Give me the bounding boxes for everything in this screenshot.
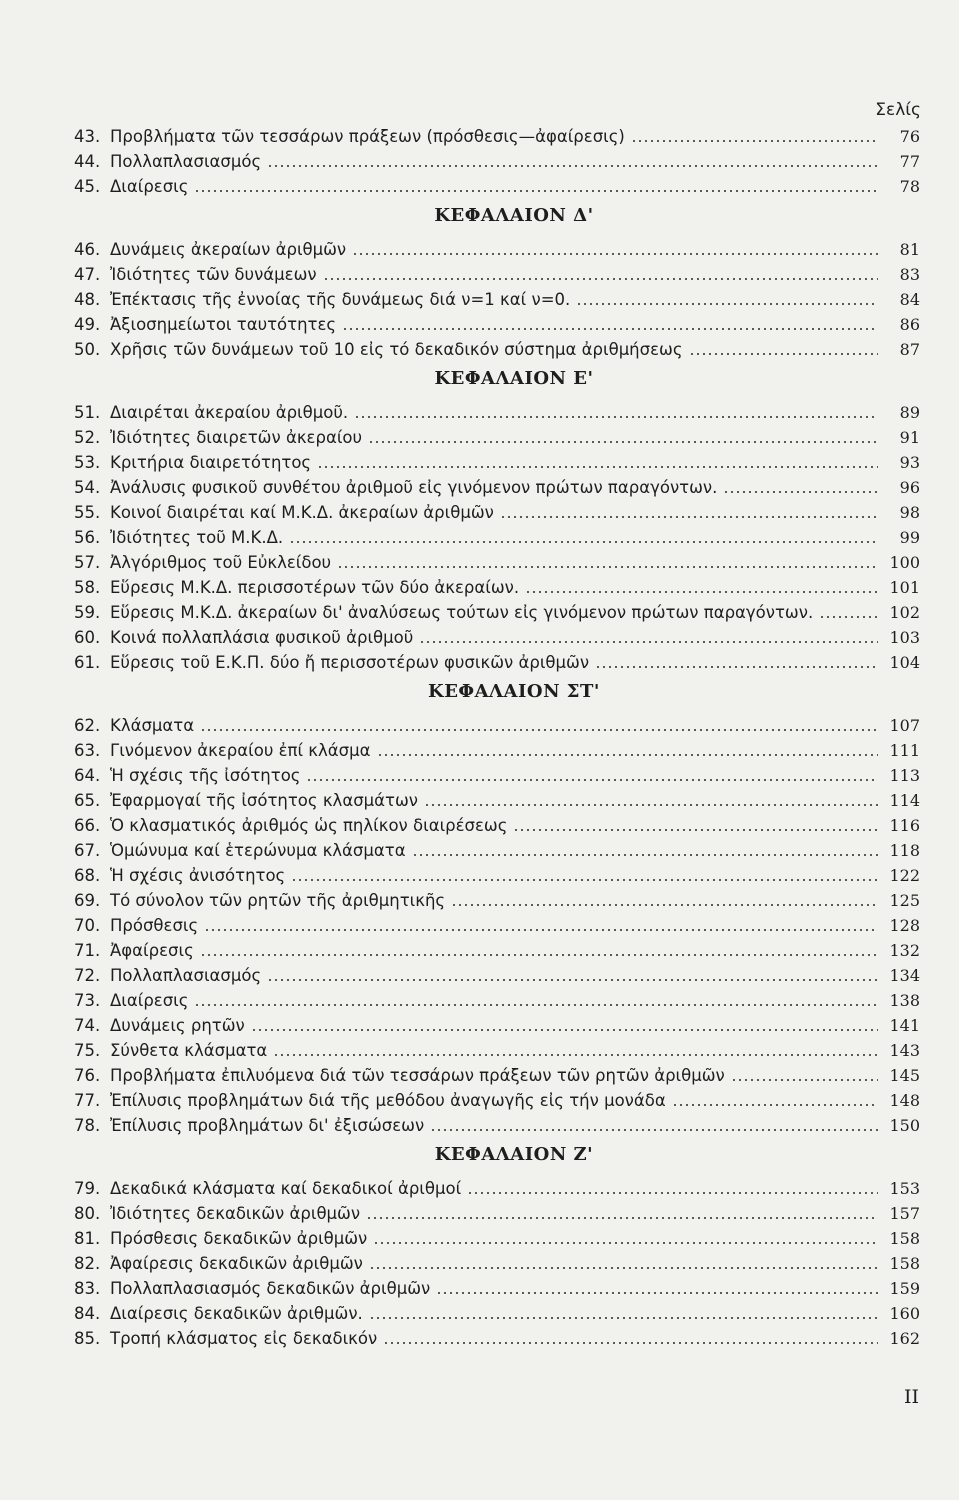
- entry-title: Ἐφαρμογαί τῆς ἰσότητος κλασμάτων: [110, 791, 418, 810]
- dot-leader: [204, 929, 878, 931]
- entry-page-number: 128: [889, 916, 920, 935]
- entry-page-number: 96: [899, 478, 920, 497]
- entry-title: Προβλήματα ἐπιλυόμενα διά τῶν τεσσάρων πράξεων τῶν ρητῶν ἀριθμῶν: [110, 1066, 725, 1085]
- dot-leader: [383, 1342, 878, 1344]
- dot-leader: [631, 140, 878, 142]
- entry-title: Γινόμενον ἀκεραίου ἐπί κλάσμα: [110, 741, 371, 760]
- entry-title: Ὁ κλασματικός ἀριθμός ὡς πηλίκον διαιρέσεως: [110, 816, 508, 835]
- entry-title: Ἰδιότητες τοῦ Μ.Κ.Δ.: [110, 528, 284, 547]
- entry-number: 80.: [74, 1204, 101, 1223]
- entry-number: 68.: [74, 866, 101, 885]
- toc-entry: [74, 1299, 920, 1324]
- dot-leader: [525, 591, 878, 593]
- dot-leader: [377, 754, 879, 756]
- entry-page-number: 141: [889, 1016, 920, 1035]
- toc-entry: [74, 423, 920, 448]
- toc-entry: [74, 285, 920, 310]
- entry-number: 67.: [74, 841, 101, 860]
- entry-number: 71.: [74, 941, 101, 960]
- entry-number: 63.: [74, 741, 101, 760]
- dot-leader: [337, 566, 878, 568]
- entry-number: 77.: [74, 1091, 101, 1110]
- entry-page-number: 84: [899, 290, 920, 309]
- dot-leader: [430, 1129, 878, 1131]
- toc-entry: [74, 1324, 920, 1349]
- entry-page-number: 118: [889, 841, 920, 860]
- toc-entry: [74, 786, 920, 811]
- entry-title: Διαίρεσις: [110, 177, 189, 196]
- entry-page-number: 138: [889, 991, 920, 1010]
- entry-number: 78.: [74, 1116, 101, 1135]
- dot-leader: [354, 416, 878, 418]
- entry-page-number: 86: [899, 315, 920, 334]
- entry-title: Τό σύνολον τῶν ρητῶν τῆς ἀριθμητικῆς: [110, 891, 446, 910]
- entry-number: 57.: [74, 553, 101, 572]
- entry-number: 72.: [74, 966, 101, 985]
- entry-page-number: 91: [899, 428, 920, 447]
- entry-number: 69.: [74, 891, 101, 910]
- dot-leader: [672, 1104, 878, 1106]
- entry-number: 52.: [74, 428, 101, 447]
- entry-page-number: 153: [889, 1179, 920, 1198]
- entry-number: 45.: [74, 177, 101, 196]
- entry-title: Δεκαδικά κλάσματα καί δεκαδικοί ἀριθμοί: [110, 1179, 462, 1198]
- dot-leader: [251, 1029, 878, 1031]
- dot-leader: [267, 165, 878, 167]
- entry-title: Ὁμώνυμα καί ἑτερώνυμα κλάσματα: [110, 841, 406, 860]
- entry-title: Ἀξιοσημείωτοι ταυτότητες: [110, 315, 337, 334]
- entry-page-number: 102: [889, 603, 920, 622]
- dot-leader: [369, 1267, 878, 1269]
- toc-entry: [74, 836, 920, 861]
- toc-entry: [74, 936, 920, 961]
- entry-page-number: 158: [889, 1254, 920, 1273]
- toc-entry: [74, 598, 920, 623]
- toc-entry: [74, 1199, 920, 1224]
- dot-leader: [323, 278, 878, 280]
- entry-number: 73.: [74, 991, 101, 1010]
- entry-page-number: 93: [899, 453, 920, 472]
- toc-entry: [74, 398, 920, 423]
- entry-page-number: 114: [889, 791, 920, 810]
- entry-number: 64.: [74, 766, 101, 785]
- entry-title: Διαίρεσις δεκαδικῶν ἀριθμῶν.: [110, 1304, 363, 1323]
- entry-title: Προβλήματα τῶν τεσσάρων πράξεων (πρόσθεσις—ἀφαίρεσις): [110, 127, 625, 146]
- entry-page-number: 145: [889, 1066, 920, 1085]
- entry-number: 60.: [74, 628, 101, 647]
- dot-leader: [576, 303, 878, 305]
- dot-leader: [200, 954, 878, 956]
- toc-entry: [74, 1224, 920, 1249]
- entry-page-number: 116: [889, 816, 920, 835]
- entry-number: 74.: [74, 1016, 101, 1035]
- entry-page-number: 143: [889, 1041, 920, 1060]
- entry-title: Ἐπίλυσις προβλημάτων διά τῆς μεθόδου ἀναγωγῆς εἰς τήν μονάδα: [110, 1091, 666, 1110]
- toc-entry: [74, 1111, 920, 1136]
- dot-leader: [352, 253, 878, 255]
- entry-number: 65.: [74, 791, 101, 810]
- entry-number: 55.: [74, 503, 101, 522]
- dot-leader: [267, 979, 878, 981]
- dot-leader: [819, 616, 878, 618]
- toc-entry: [74, 761, 920, 786]
- entry-page-number: 87: [899, 340, 920, 359]
- entry-page-number: 148: [889, 1091, 920, 1110]
- entry-page-number: 113: [889, 766, 920, 785]
- toc-entry: [74, 260, 920, 285]
- toc-entry: [74, 623, 920, 648]
- dot-leader: [419, 641, 878, 643]
- toc-entry: [74, 335, 920, 360]
- dot-leader: [273, 1054, 878, 1056]
- dot-leader: [513, 829, 878, 831]
- dot-leader: [368, 441, 878, 443]
- chapter-heading: ΚΕΦΑΛΑΙΟΝ Ζ': [434, 1144, 594, 1165]
- entry-title: Ἐπέκτασις τῆς ἐννοίας τῆς δυνάμεως διά ν=1 καί ν=0.: [110, 290, 571, 309]
- entry-number: 49.: [74, 315, 101, 334]
- entry-number: 54.: [74, 478, 101, 497]
- entry-number: 79.: [74, 1179, 101, 1198]
- entry-title: Σύνθετα κλάσματα: [110, 1041, 268, 1060]
- toc-entry: [74, 573, 920, 598]
- entry-page-number: 162: [889, 1329, 920, 1348]
- entry-number: 44.: [74, 152, 101, 171]
- dot-leader: [289, 541, 878, 543]
- toc-entry: [74, 711, 920, 736]
- entry-title: Πολλαπλασιασμός δεκαδικῶν ἀριθμῶν: [110, 1279, 431, 1298]
- entry-title: Ἰδιότητες τῶν δυνάμεων: [110, 265, 317, 284]
- entry-title: Τροπή κλάσματος εἰς δεκαδικόν: [110, 1329, 378, 1348]
- entry-title: Δυνάμεις ρητῶν: [110, 1016, 245, 1035]
- entry-page-number: 99: [899, 528, 920, 547]
- entry-page-number: 157: [889, 1204, 920, 1223]
- dot-leader: [366, 1217, 878, 1219]
- toc-entry: [74, 861, 920, 886]
- entry-title: Εὕρεσις τοῦ Ε.Κ.Π. δύο ἤ περισσοτέρων φυσικῶν ἀριθμῶν: [110, 653, 590, 672]
- toc-entry: [74, 1061, 920, 1086]
- entry-title: Κλάσματα: [110, 716, 195, 735]
- entry-title: Ἡ σχέσις ἀνισότητος: [110, 866, 286, 885]
- entry-number: 66.: [74, 816, 101, 835]
- entry-number: 56.: [74, 528, 101, 547]
- entry-number: 53.: [74, 453, 101, 472]
- dot-leader: [467, 1192, 878, 1194]
- toc-entry: [74, 911, 920, 936]
- toc-entry: [74, 1011, 920, 1036]
- entry-number: 47.: [74, 265, 101, 284]
- entry-page-number: 89: [899, 403, 920, 422]
- entry-number: 81.: [74, 1229, 101, 1248]
- entry-title: Εὕρεσις Μ.Κ.Δ. ἀκεραίων δι' ἀναλύσεως τούτων εἰς γινόμενον πρώτων παραγόντων.: [110, 603, 814, 622]
- table-of-contents: [74, 122, 920, 1349]
- dot-leader: [500, 516, 878, 518]
- toc-entry: [74, 172, 920, 197]
- dot-leader: [412, 854, 878, 856]
- entry-title: Διαιρέται ἀκεραίου ἀριθμοῦ.: [110, 403, 349, 422]
- toc-entry: [74, 498, 920, 523]
- dot-leader: [424, 804, 878, 806]
- entry-number: 48.: [74, 290, 101, 309]
- entry-title: Κοινά πολλαπλάσια φυσικοῦ ἀριθμοῦ: [110, 628, 414, 647]
- entry-number: 82.: [74, 1254, 101, 1273]
- entry-number: 51.: [74, 403, 101, 422]
- entry-page-number: 77: [899, 152, 920, 171]
- toc-entry: [74, 986, 920, 1011]
- toc-entry: [74, 1274, 920, 1299]
- entry-title: Δυνάμεις ἀκεραίων ἀριθμῶν: [110, 240, 347, 259]
- entry-title: Ἰδιότητες δεκαδικῶν ἀριθμῶν: [110, 1204, 361, 1223]
- entry-title: Κριτήρια διαιρετότητος: [110, 453, 312, 472]
- entry-number: 61.: [74, 653, 101, 672]
- toc-entry: [74, 548, 920, 573]
- dot-leader: [200, 729, 878, 731]
- toc-entry: [74, 1086, 920, 1111]
- entry-page-number: 122: [889, 866, 920, 885]
- toc-entry: [74, 1174, 920, 1199]
- dot-leader: [317, 466, 878, 468]
- dot-leader: [291, 879, 878, 881]
- toc-entry: [74, 648, 920, 673]
- entry-page-number: 76: [899, 127, 920, 146]
- entry-page-number: 100: [889, 553, 920, 572]
- dot-leader: [369, 1317, 878, 1319]
- entry-page-number: 125: [889, 891, 920, 910]
- dot-leader: [689, 353, 878, 355]
- dot-leader: [731, 1079, 878, 1081]
- entry-number: 59.: [74, 603, 101, 622]
- entry-page-number: 159: [889, 1279, 920, 1298]
- dot-leader: [723, 491, 878, 493]
- entry-title: Πολλαπλασιασμός: [110, 152, 262, 171]
- dot-leader: [373, 1242, 878, 1244]
- entry-page-number: 160: [889, 1304, 920, 1323]
- toc-entry: [74, 1249, 920, 1274]
- dot-leader: [194, 190, 878, 192]
- dot-leader: [194, 1004, 878, 1006]
- entry-title: Ἀφαίρεσις: [110, 941, 194, 960]
- dot-leader: [436, 1292, 878, 1294]
- entry-title: Πρόσθεσις δεκαδικῶν ἀριθμῶν: [110, 1229, 368, 1248]
- entry-title: Εὕρεσις Μ.Κ.Δ. περισσοτέρων τῶν δύο ἀκεραίων.: [110, 578, 520, 597]
- toc-entry: [74, 310, 920, 335]
- entry-title: Χρῆσις τῶν δυνάμεων τοῦ 10 εἰς τό δεκαδικόν σύστημα ἀριθμήσεως: [110, 340, 683, 359]
- entry-page-number: 150: [889, 1116, 920, 1135]
- toc-entry: [74, 961, 920, 986]
- dot-leader: [595, 666, 878, 668]
- toc-entry: [74, 473, 920, 498]
- entry-page-number: 132: [889, 941, 920, 960]
- entry-title: Πρόσθεσις: [110, 916, 199, 935]
- page-column-header: Σελίς: [875, 100, 921, 120]
- entry-title: Ἰδιότητες διαιρετῶν ἀκεραίου: [110, 428, 363, 447]
- entry-title: Ἐπίλυσις προβλημάτων δι' ἐξισώσεων: [110, 1116, 425, 1135]
- entry-page-number: 101: [889, 578, 920, 597]
- entry-number: 43.: [74, 127, 101, 146]
- toc-entry: [74, 736, 920, 761]
- entry-page-number: 81: [899, 240, 920, 259]
- entry-title: Ἀφαίρεσις δεκαδικῶν ἀριθμῶν: [110, 1254, 363, 1273]
- entry-number: 85.: [74, 1329, 101, 1348]
- toc-entry: [74, 811, 920, 836]
- entry-number: 76.: [74, 1066, 101, 1085]
- chapter-heading: ΚΕΦΑΛΑΙΟΝ Ε': [434, 368, 594, 389]
- toc-entry: [74, 147, 920, 172]
- entry-page-number: 107: [889, 716, 920, 735]
- entry-number: 84.: [74, 1304, 101, 1323]
- entry-number: 46.: [74, 240, 101, 259]
- toc-entry: [74, 886, 920, 911]
- toc-entry: [74, 448, 920, 473]
- dot-leader: [342, 328, 878, 330]
- entry-title: Ἡ σχέσις τῆς ἰσότητος: [110, 766, 301, 785]
- entry-page-number: 158: [889, 1229, 920, 1248]
- entry-number: 58.: [74, 578, 101, 597]
- page-folio: II: [903, 1386, 919, 1408]
- entry-title: Ἀλγόριθμος τοῦ Εὐκλείδου: [110, 553, 332, 572]
- dot-leader: [451, 904, 878, 906]
- chapter-heading: ΚΕΦΑΛΑΙΟΝ Δ': [434, 205, 594, 226]
- entry-page-number: 98: [899, 503, 920, 522]
- toc-entry: [74, 1036, 920, 1061]
- entry-page-number: 104: [889, 653, 920, 672]
- dot-leader: [306, 779, 878, 781]
- entry-title: Ἀνάλυσις φυσικοῦ συνθέτου ἀριθμοῦ εἰς γινόμενον πρώτων παραγόντων.: [110, 478, 718, 497]
- entry-number: 70.: [74, 916, 101, 935]
- chapter-heading: ΚΕΦΑΛΑΙΟΝ ΣΤ': [428, 681, 600, 702]
- entry-title: Πολλαπλασιασμός: [110, 966, 262, 985]
- toc-entry: [74, 523, 920, 548]
- entry-title: Κοινοί διαιρέται καί Μ.Κ.Δ. ἀκεραίων ἀριθμῶν: [110, 503, 494, 522]
- entry-number: 75.: [74, 1041, 101, 1060]
- entry-page-number: 78: [899, 177, 920, 196]
- entry-page-number: 134: [889, 966, 920, 985]
- entry-page-number: 111: [889, 741, 920, 760]
- entry-number: 83.: [74, 1279, 101, 1298]
- entry-title: Διαίρεσις: [110, 991, 189, 1010]
- entry-page-number: 103: [889, 628, 920, 647]
- toc-entry: [74, 122, 920, 147]
- entry-number: 50.: [74, 340, 101, 359]
- toc-entry: [74, 235, 920, 260]
- entry-number: 62.: [74, 716, 101, 735]
- entry-page-number: 83: [899, 265, 920, 284]
